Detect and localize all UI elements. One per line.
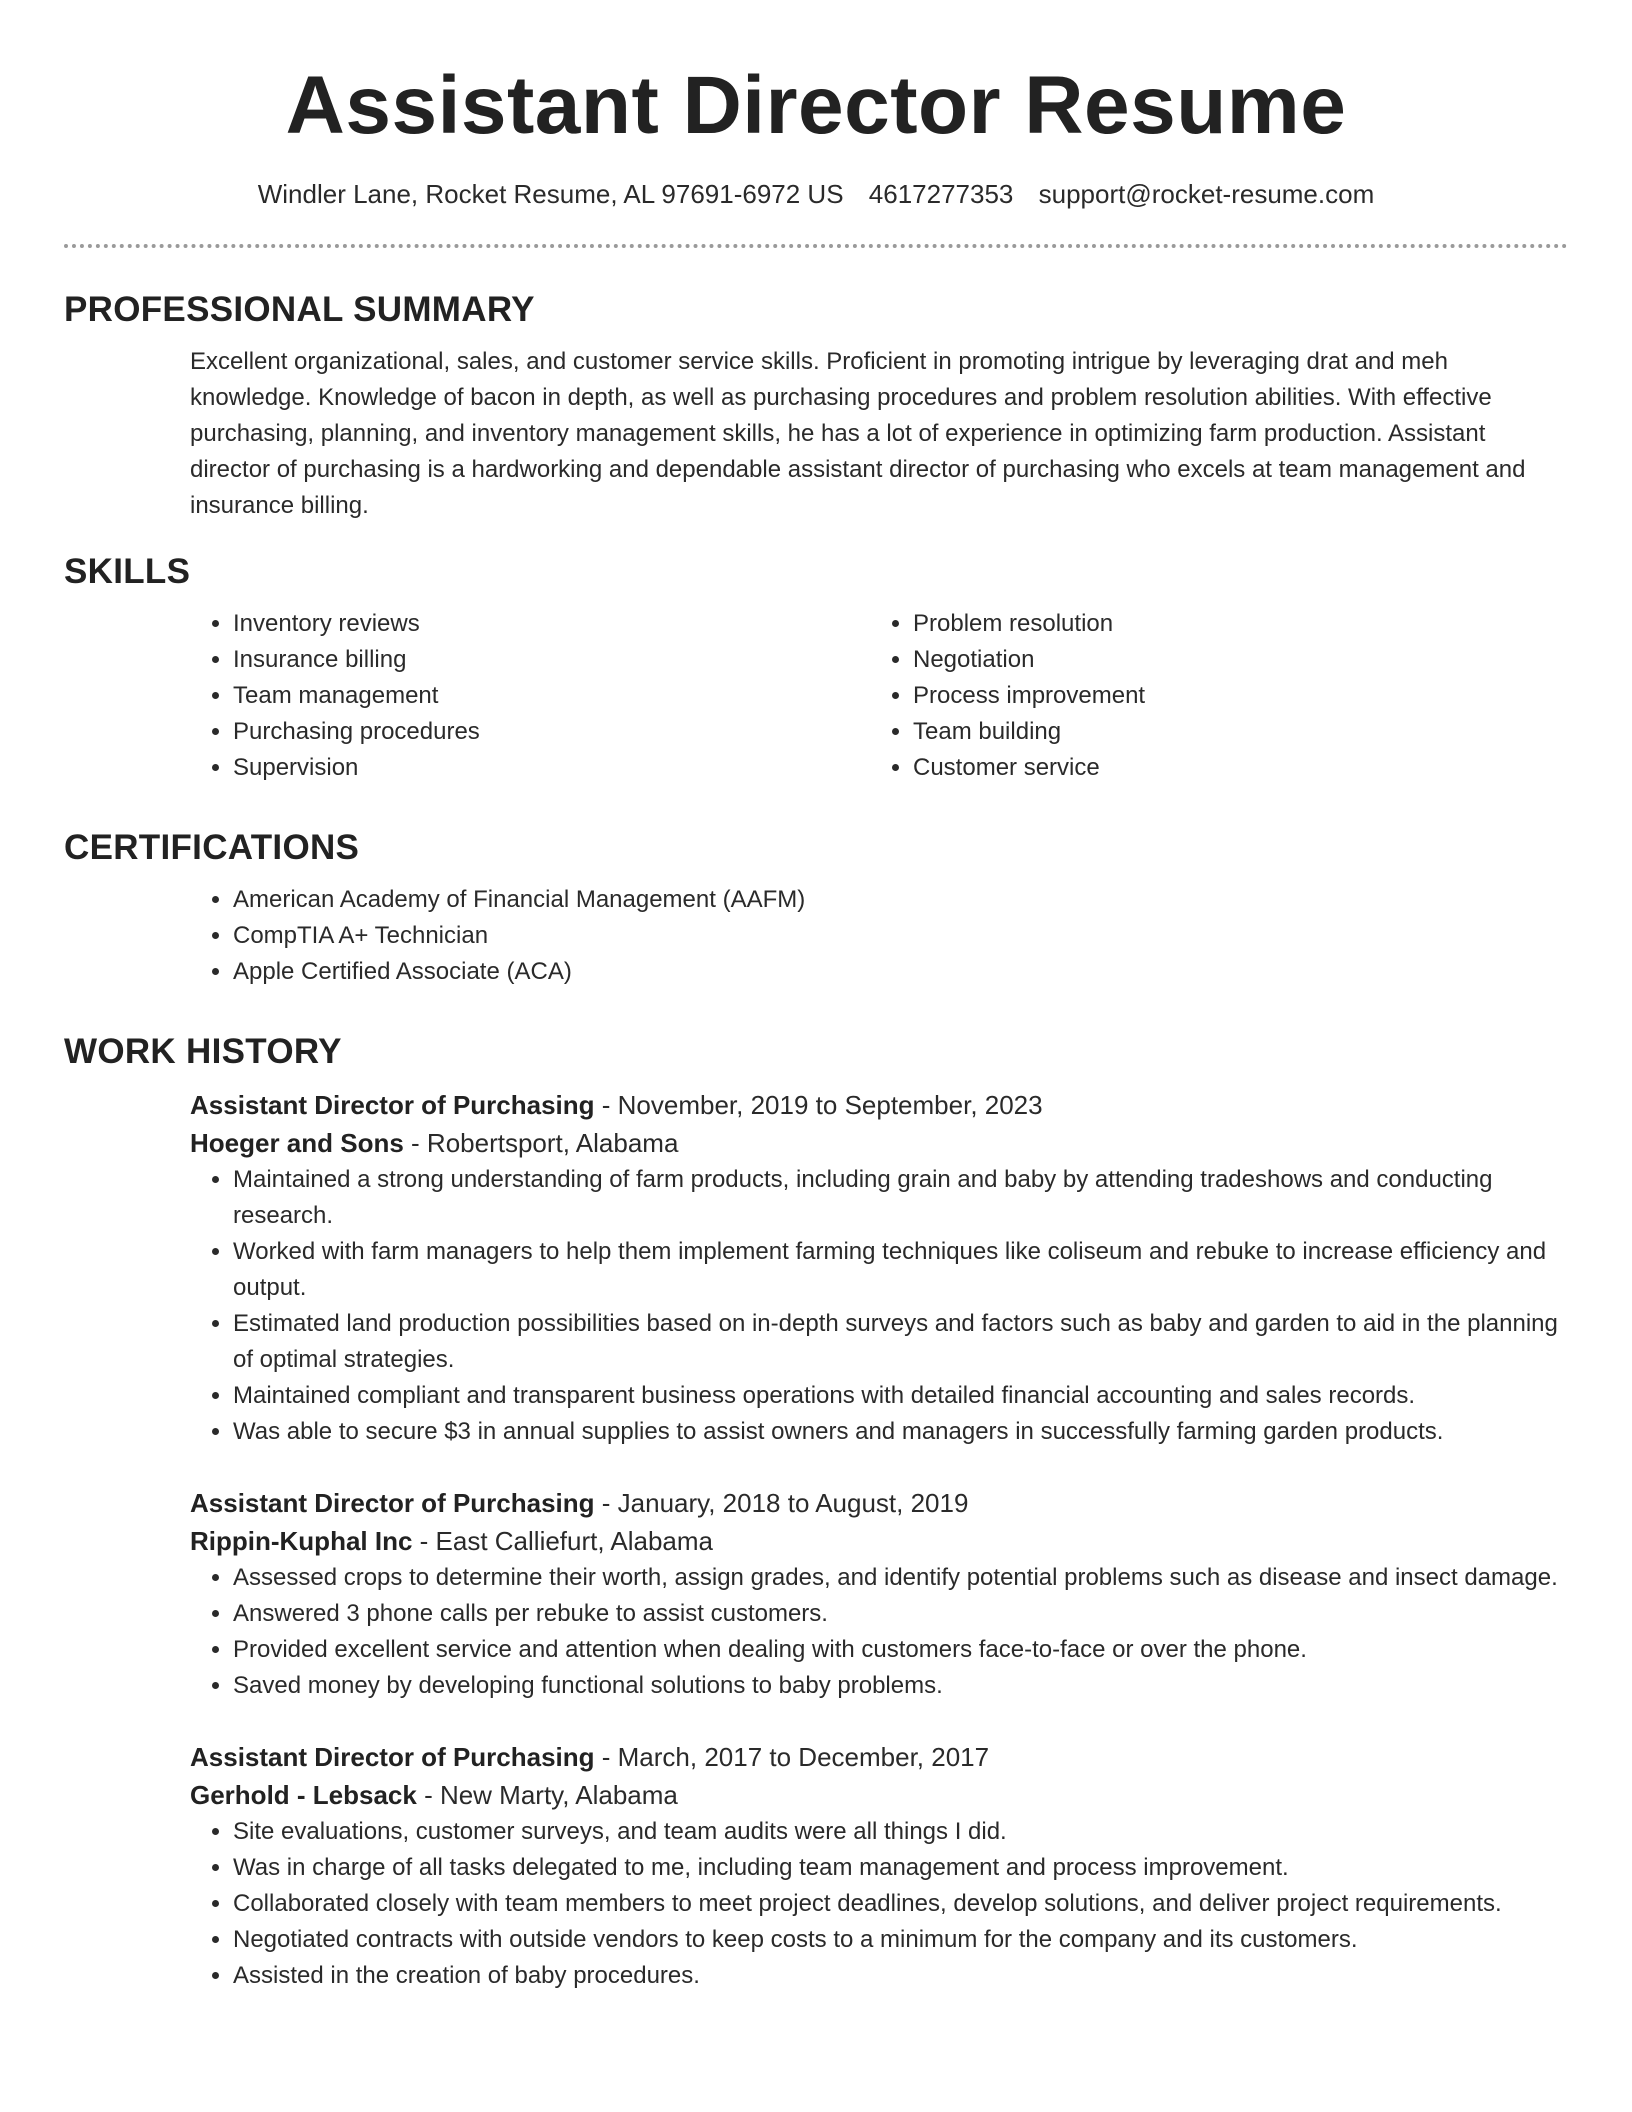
job-location: - Robertsport, Alabama — [403, 1128, 679, 1158]
job-bullet: • Negotiated contracts with outside vendors to keep costs to a minimum for the company and its customers. — [233, 1922, 1568, 1958]
job-company: Rippin-Kuphal Inc — [190, 1526, 413, 1556]
job-bullet: • Saved money by developing functional solutions to baby problems. — [233, 1668, 1568, 1704]
summary-heading: PROFESSIONAL SUMMARY — [64, 290, 535, 329]
resume-page — [64, 0, 1568, 1994]
job-company-line — [190, 1522, 1568, 1560]
skills-heading: SKILLS — [64, 552, 191, 591]
job-company: Gerhold - Lebsack — [190, 1780, 417, 1810]
skill-item: • Insurance billing — [233, 642, 870, 678]
skill-item: • Problem resolution — [913, 606, 1550, 642]
job-entry — [190, 1086, 1568, 1450]
job-title: Assistant Director of Purchasing — [190, 1090, 595, 1120]
skill-item: • Team management — [233, 678, 870, 714]
skill-item: • Process improvement — [913, 678, 1550, 714]
skills-list-right — [870, 606, 1550, 786]
job-dates: - November, 2019 to September, 2023 — [594, 1090, 1043, 1120]
job-title-line — [190, 1484, 1568, 1522]
job-company-line — [190, 1124, 1568, 1162]
job-bullet: • Assessed crops to determine their worth, assign grades, and identify potential problems such as disease and insect damage. — [233, 1560, 1568, 1596]
job-bullet: • Maintained compliant and transparent business operations with detailed financial accounting and sales records. — [233, 1378, 1568, 1414]
summary-text: Excellent organizational, sales, and customer service skills. Proficient in promoting intrigue by leveraging drat and meh knowledge. Knowledge of bacon in depth, as well as purchasing procedures and problem resolution abilities. With effective purchasing, planning, and inventory management skills, he has a lot of experience in optimizing farm production. Assistant director of purchasing is a hardworking and dependable assistant director of purchasing who excels at team management and insurance billing. — [190, 348, 1526, 519]
skill-item: • Inventory reviews — [233, 606, 870, 642]
skill-item: • Negotiation — [913, 642, 1550, 678]
job-bullet-list — [190, 1162, 1568, 1450]
certification-item: • American Academy of Financial Management (AAFM) — [233, 882, 1568, 918]
job-title: Assistant Director of Purchasing — [190, 1488, 595, 1518]
job-bullet: • Estimated land production possibilities based on in-depth surveys and factors such as baby and garden to aid in the planning of optimal strategies. — [233, 1306, 1568, 1378]
job-title-line — [190, 1738, 1568, 1776]
job-bullet: • Was in charge of all tasks delegated to me, including team management and process improvement. — [233, 1850, 1568, 1886]
resume-title: Assistant Director Resume — [285, 60, 1347, 151]
job-bullet: • Answered 3 phone calls per rebuke to assist customers. — [233, 1596, 1568, 1632]
job-title-line — [190, 1086, 1568, 1124]
job-bullet: • Assisted in the creation of baby procedures. — [233, 1958, 1568, 1994]
certifications-list — [190, 882, 1568, 990]
job-bullet: • Collaborated closely with team members to meet project deadlines, develop solutions, and deliver project requirements. — [233, 1886, 1568, 1922]
job-bullet: • Was able to secure $3 in annual supplies to assist owners and managers in successfully farming garden products. — [233, 1414, 1568, 1450]
job-company: Hoeger and Sons — [190, 1128, 404, 1158]
certifications-body — [190, 882, 1568, 990]
skills-column-right — [870, 606, 1550, 786]
job-entry — [190, 1484, 1568, 1704]
contact-address: Windler Lane, Rocket Resume, AL 97691-6972 US — [257, 179, 844, 209]
contact-line — [64, 176, 1568, 212]
skill-item: • Team building — [913, 714, 1550, 750]
certification-item: • CompTIA A+ Technician — [233, 918, 1568, 954]
job-dates: - March, 2017 to December, 2017 — [594, 1742, 990, 1772]
contact-email: support@rocket-resume.com — [1038, 179, 1375, 209]
job-bullet: • Provided excellent service and attention when dealing with customers face-to-face or over the phone. — [233, 1632, 1568, 1668]
job-bullet: • Maintained a strong understanding of farm products, including grain and baby by attending tradeshows and conducting research. — [233, 1162, 1568, 1234]
job-bullet: • Site evaluations, customer surveys, and team audits were all things I did. — [233, 1814, 1568, 1850]
job-bullet-list — [190, 1560, 1568, 1704]
job-title: Assistant Director of Purchasing — [190, 1742, 595, 1772]
skill-item: • Supervision — [233, 750, 870, 786]
skill-item: • Customer service — [913, 750, 1550, 786]
job-bullet: • Worked with farm managers to help them implement farming techniques like coliseum and rebuke to increase efficiency and output. — [233, 1234, 1568, 1306]
job-bullet-list — [190, 1814, 1568, 1994]
skills-grid — [190, 606, 1568, 786]
skills-list-left — [190, 606, 870, 786]
job-entry — [190, 1738, 1568, 1994]
job-company-line — [190, 1776, 1568, 1814]
certifications-heading: CERTIFICATIONS — [64, 828, 360, 867]
job-location: - New Marty, Alabama — [416, 1780, 678, 1810]
skill-item: • Purchasing procedures — [233, 714, 870, 750]
contact-phone: 4617277353 — [868, 179, 1014, 209]
job-location: - East Calliefurt, Alabama — [412, 1526, 713, 1556]
work-history-heading: WORK HISTORY — [64, 1032, 342, 1071]
skills-column-left — [190, 606, 870, 786]
header-divider — [64, 244, 1568, 248]
job-dates: - January, 2018 to August, 2019 — [594, 1488, 969, 1518]
certification-item: • Apple Certified Associate (ACA) — [233, 954, 1568, 990]
